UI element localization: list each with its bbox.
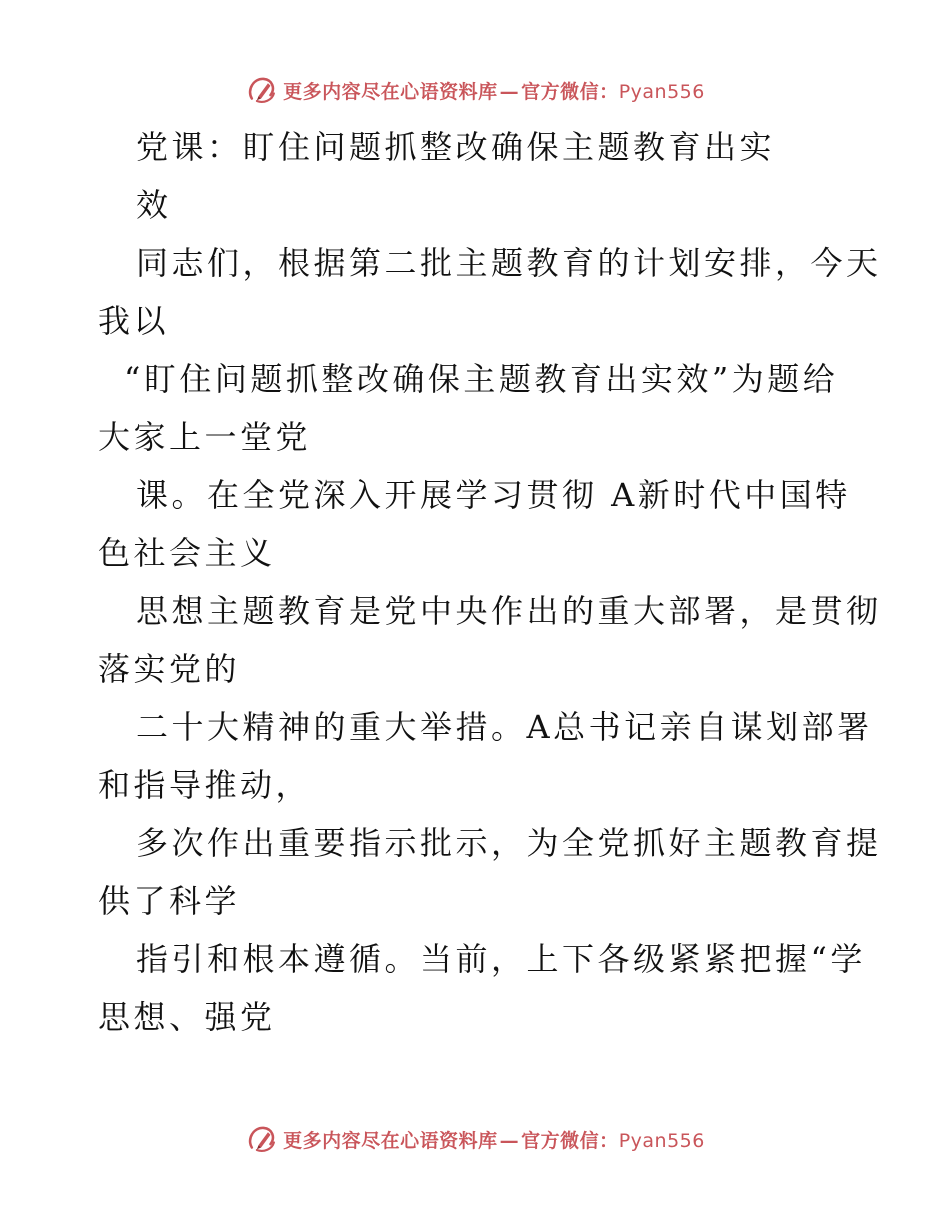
footer-watermark <box>0 1119 950 1159</box>
paragraph-line: 供了科学 <box>98 882 241 920</box>
document-body <box>98 118 882 1046</box>
watermark-text <box>283 77 705 104</box>
watermark-label: 官方微信： <box>521 80 619 103</box>
paragraph-line: 我以 <box>98 302 170 340</box>
title-line-1: 党课：盯住问题抓整改确保主题教育出实 <box>136 128 776 166</box>
paragraph-line: 落实党的 <box>98 650 241 688</box>
paragraph-line: 大家上一堂党 <box>98 418 312 456</box>
watermark-text <box>283 1126 705 1153</box>
paragraph-line: 课。在全党深入开展学习贯彻 A新时代中国特 <box>136 476 851 514</box>
watermark-label: 官方微信： <box>521 1129 619 1152</box>
paragraph-line: 多次作出重要指示批示，为全党抓好主题教育提 <box>136 824 882 862</box>
paragraph-line: 思想主题教育是党中央作出的重大部署，是贯彻 <box>136 592 882 630</box>
paragraph-line: “盯住问题抓整改确保主题教育出实效”为题给 <box>124 360 839 398</box>
header-watermark <box>0 70 950 110</box>
paragraph-line: 和指导推动， <box>98 766 312 804</box>
watermark-brand: 更多内容尽在心语资料库 <box>283 80 498 103</box>
pen-nib-swirl-icon <box>245 73 279 107</box>
watermark-brand: 更多内容尽在心语资料库 <box>283 1129 498 1152</box>
paragraph-line: 同志们，根据第二批主题教育的计划安排，今天 <box>136 244 882 282</box>
watermark-dash: — <box>499 80 520 103</box>
pen-nib-swirl-icon <box>245 1122 279 1156</box>
title-line-2: 效 <box>136 186 172 224</box>
watermark-dash: — <box>499 1129 520 1152</box>
paragraph-line: 二十大精神的重大举措。A总书记亲自谋划部署 <box>136 708 873 746</box>
watermark-account: Pyan556 <box>618 1129 705 1152</box>
paragraph-line: 思想、强党 <box>98 998 276 1036</box>
paragraph-line: 色社会主义 <box>98 534 276 572</box>
paragraph-line: 指引和根本遵循。当前，上下各级紧紧把握“学 <box>136 940 866 978</box>
watermark-account: Pyan556 <box>618 80 705 103</box>
